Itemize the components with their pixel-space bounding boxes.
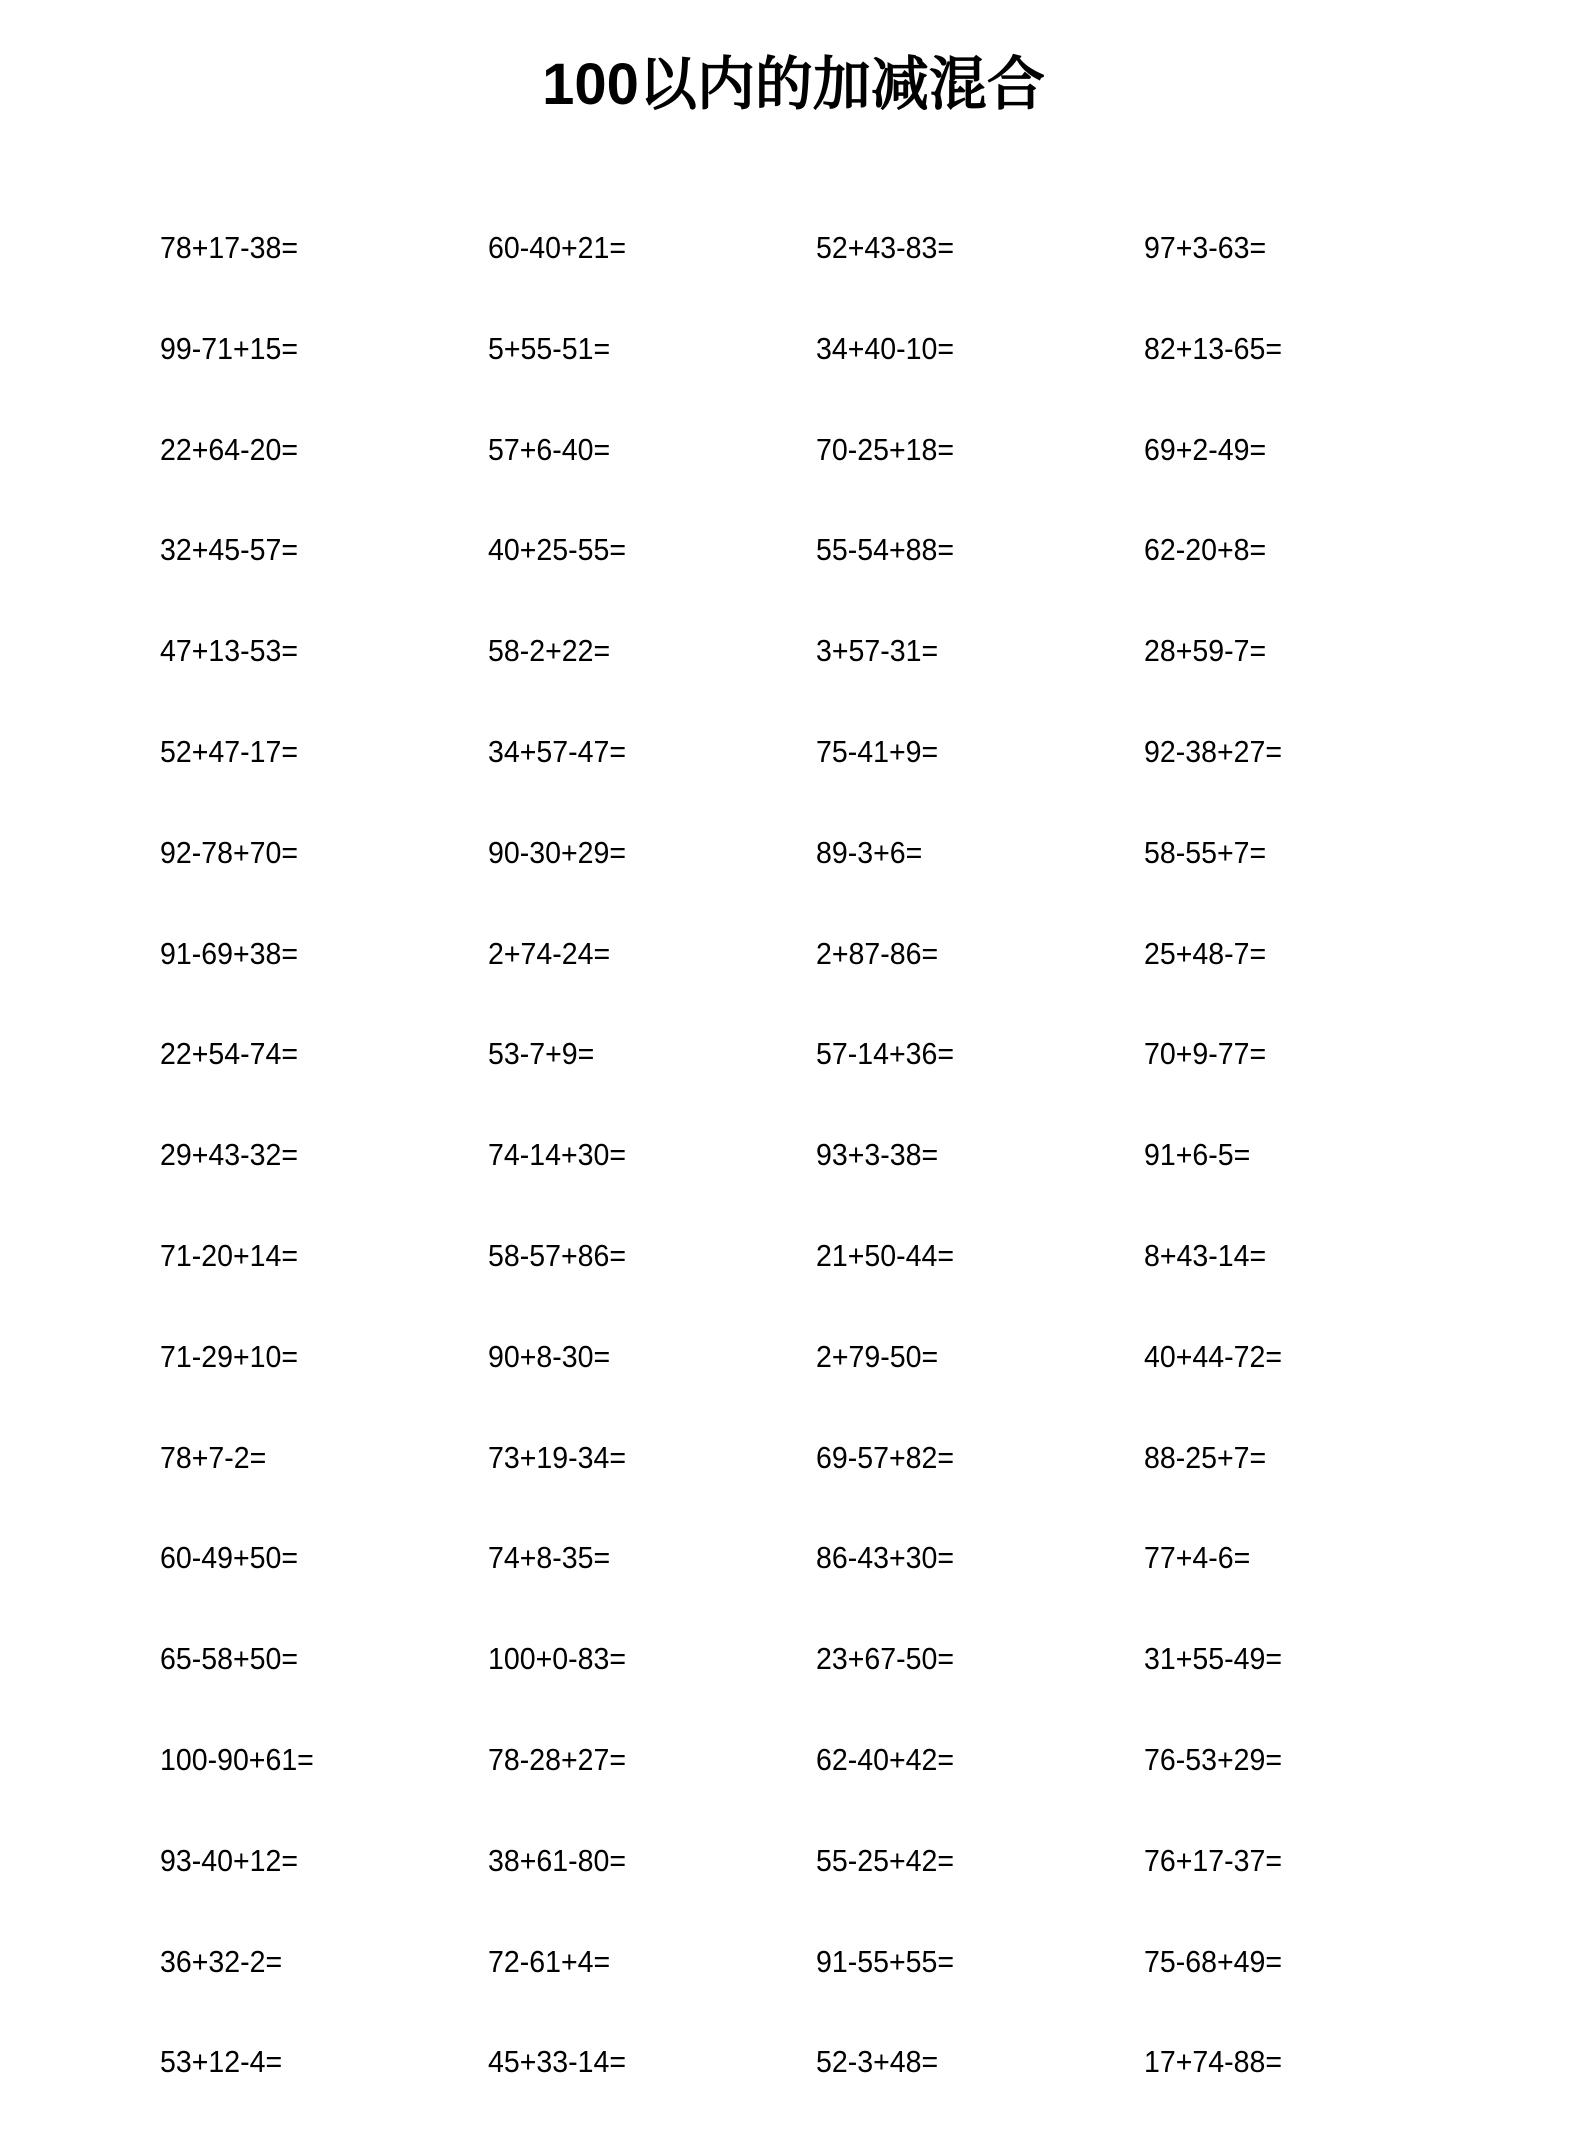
math-problem: 25+48-7= xyxy=(1144,935,1267,971)
math-problem: 91-69+38= xyxy=(160,935,298,971)
math-problem: 69+2-49= xyxy=(1144,431,1267,467)
math-problem: 97+3-63= xyxy=(1144,230,1267,265)
math-problem: 62-20+8= xyxy=(1144,532,1267,568)
math-problem: 34+57-47= xyxy=(488,733,626,769)
math-problem: 3+57-31= xyxy=(816,633,939,669)
problem-row xyxy=(160,732,1480,833)
math-problem: 90+8-30= xyxy=(488,1338,611,1374)
problem-row xyxy=(160,1438,1480,1539)
math-problem: 92-78+70= xyxy=(160,834,298,870)
math-problem: 100-90+61= xyxy=(160,1741,314,1777)
math-problem: 17+74-88= xyxy=(1144,2044,1282,2080)
math-problem: 52+43-83= xyxy=(816,230,954,265)
math-problem: 52-3+48= xyxy=(816,2044,939,2080)
math-problem: 57-14+36= xyxy=(816,1036,954,1072)
math-problem: 99-71+15= xyxy=(160,330,298,366)
problem-row xyxy=(160,228,1480,329)
problem-row xyxy=(160,1942,1480,2043)
math-problem: 60-40+21= xyxy=(488,230,626,265)
worksheet-title: 100以内的加减混合 xyxy=(542,52,1045,117)
math-problem: 28+59-7= xyxy=(1144,633,1267,669)
math-problem: 65-58+50= xyxy=(160,1641,298,1677)
math-problem: 88-25+7= xyxy=(1144,1439,1267,1475)
math-problem: 58-57+86= xyxy=(488,1237,626,1273)
problem-row xyxy=(160,631,1480,732)
math-problem: 92-38+27= xyxy=(1144,733,1282,769)
math-problem: 23+67-50= xyxy=(816,1641,954,1677)
problem-row xyxy=(160,934,1480,1035)
problem-grid xyxy=(160,228,1480,2143)
math-problem: 32+45-57= xyxy=(160,532,298,568)
math-problem: 53+12-4= xyxy=(160,2044,283,2080)
math-problem: 91+6-5= xyxy=(1144,1137,1251,1173)
math-problem: 55-25+42= xyxy=(816,1842,954,1878)
math-problem: 2+79-50= xyxy=(816,1338,939,1374)
math-problem: 77+4-6= xyxy=(1144,1540,1251,1576)
math-problem: 5+55-51= xyxy=(488,330,611,366)
math-problem: 47+13-53= xyxy=(160,633,298,669)
math-problem: 90-30+29= xyxy=(488,834,626,870)
math-problem: 62-40+42= xyxy=(816,1741,954,1777)
problem-row xyxy=(160,1337,1480,1438)
math-problem: 22+64-20= xyxy=(160,431,298,467)
math-problem: 38+61-80= xyxy=(488,1842,626,1878)
math-problem: 34+40-10= xyxy=(816,330,954,366)
problem-row xyxy=(160,833,1480,934)
problem-row xyxy=(160,2042,1480,2143)
math-problem: 58-55+7= xyxy=(1144,834,1267,870)
math-problem: 82+13-65= xyxy=(1144,330,1282,366)
math-problem: 86-43+30= xyxy=(816,1540,954,1576)
math-problem: 21+50-44= xyxy=(816,1237,954,1273)
math-problem: 57+6-40= xyxy=(488,431,611,467)
math-problem: 75-68+49= xyxy=(1144,1943,1282,1979)
math-problem: 71-20+14= xyxy=(160,1237,298,1273)
math-problem: 55-54+88= xyxy=(816,532,954,568)
problem-row xyxy=(160,1034,1480,1135)
problem-row xyxy=(160,1841,1480,1942)
problem-row xyxy=(160,329,1480,430)
math-problem: 22+54-74= xyxy=(160,1036,298,1072)
math-problem: 73+19-34= xyxy=(488,1439,626,1475)
math-problem: 100+0-83= xyxy=(488,1641,626,1677)
math-problem: 45+33-14= xyxy=(488,2044,626,2080)
math-problem: 69-57+82= xyxy=(816,1439,954,1475)
problem-row xyxy=(160,1538,1480,1639)
math-problem: 36+32-2= xyxy=(160,1943,283,1979)
problem-row xyxy=(160,1135,1480,1236)
math-problem: 40+25-55= xyxy=(488,532,626,568)
math-problem: 91-55+55= xyxy=(816,1943,954,1979)
problem-row xyxy=(160,1236,1480,1337)
math-problem: 71-29+10= xyxy=(160,1338,298,1374)
problem-row xyxy=(160,430,1480,531)
math-problem: 2+74-24= xyxy=(488,935,611,971)
math-problem: 78-28+27= xyxy=(488,1741,626,1777)
math-problem: 8+43-14= xyxy=(1144,1237,1267,1273)
math-problem: 76-53+29= xyxy=(1144,1741,1282,1777)
math-problem: 70+9-77= xyxy=(1144,1036,1267,1072)
math-problem: 60-49+50= xyxy=(160,1540,298,1576)
math-problem: 53-7+9= xyxy=(488,1036,595,1072)
math-problem: 74-14+30= xyxy=(488,1137,626,1173)
math-problem: 40+44-72= xyxy=(1144,1338,1282,1374)
math-problem: 31+55-49= xyxy=(1144,1641,1282,1677)
math-problem: 2+87-86= xyxy=(816,935,939,971)
math-problem: 70-25+18= xyxy=(816,431,954,467)
math-problem: 78+7-2= xyxy=(160,1439,267,1475)
math-problem: 58-2+22= xyxy=(488,633,611,669)
math-problem: 74+8-35= xyxy=(488,1540,611,1576)
problem-row xyxy=(160,1740,1480,1841)
math-problem: 72-61+4= xyxy=(488,1943,611,1979)
math-problem: 89-3+6= xyxy=(816,834,923,870)
problem-row xyxy=(160,530,1480,631)
math-problem: 93+3-38= xyxy=(816,1137,939,1173)
problem-row xyxy=(160,1639,1480,1740)
math-problem: 75-41+9= xyxy=(816,733,939,769)
math-problem: 52+47-17= xyxy=(160,733,298,769)
math-problem: 93-40+12= xyxy=(160,1842,298,1878)
math-problem: 78+17-38= xyxy=(160,230,298,265)
math-problem: 76+17-37= xyxy=(1144,1842,1282,1878)
math-problem: 29+43-32= xyxy=(160,1137,298,1173)
